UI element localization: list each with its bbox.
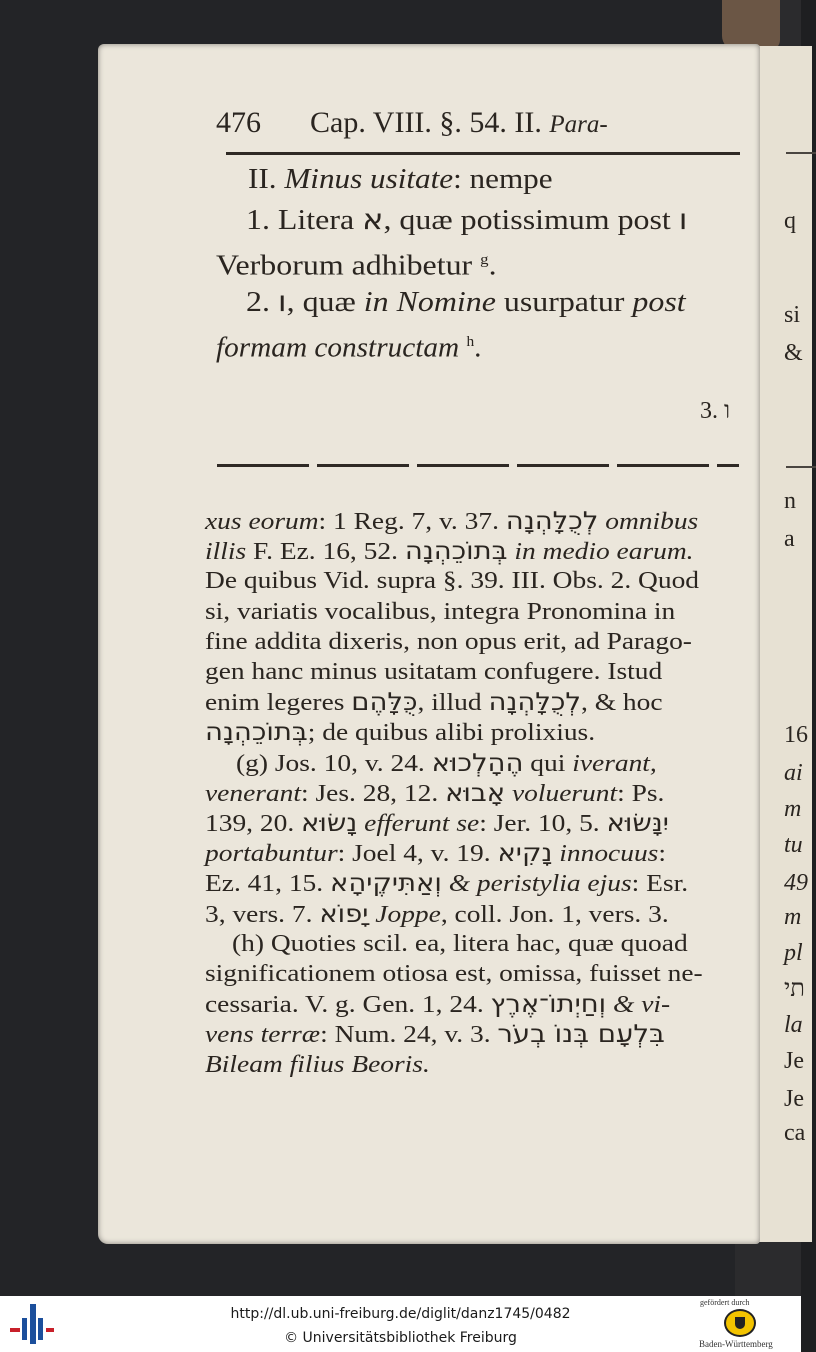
text-run: De quibus Vid. supra §. 39. III. Obs. 2. Quod	[205, 567, 700, 595]
main-text-line	[248, 160, 553, 200]
text-run: 1. Litera	[246, 205, 363, 236]
text-run: : Ps.	[617, 779, 665, 807]
footnote-line	[205, 778, 664, 809]
text-run: omnibus	[605, 508, 699, 535]
footnote-separator	[217, 464, 739, 467]
next-page-fragment: 49	[784, 870, 808, 896]
next-page-edge	[752, 46, 812, 1242]
hebrew-word: וְאַתִּיקֶיהָא	[329, 868, 442, 898]
text-run: post	[632, 287, 686, 318]
text-run: Minus usitate	[284, 164, 454, 195]
next-page-fragment: &	[784, 340, 803, 366]
next-page-fragment: n	[784, 488, 796, 514]
footnote-line	[205, 959, 703, 989]
footnote-line	[205, 1050, 430, 1080]
footnote-line	[205, 1019, 665, 1050]
text-run: qui	[523, 749, 573, 777]
text-run: Ez. 41, 15.	[205, 870, 330, 898]
main-text-line	[246, 200, 687, 241]
text-run: .	[488, 250, 497, 282]
text-run: fine addita dixeris, non opus erit, ad Parago-	[205, 627, 692, 655]
hebrew-word: אָבוּא	[445, 777, 506, 807]
text-run: : 1 Reg. 7, v. 37.	[318, 508, 506, 535]
text-run: 2.	[246, 287, 278, 318]
text-run: : Num. 24, v. 3.	[320, 1021, 498, 1049]
footnote-line	[205, 838, 666, 869]
next-page-rule	[786, 466, 816, 468]
footnote-line	[205, 536, 694, 567]
text-run: (g) Jos. 10, v. 24.	[236, 749, 432, 777]
text-run: : Jer. 10, 5.	[479, 810, 607, 837]
footnote-line	[205, 597, 675, 627]
text-run: venerant	[205, 779, 302, 807]
text-run: Bileam filius Beoris.	[205, 1050, 430, 1078]
next-page-fragment: a	[784, 526, 795, 552]
text-run: :	[658, 840, 666, 868]
text-run: iverant,	[572, 749, 657, 777]
baden-wuerttemberg-seal-icon	[724, 1309, 756, 1337]
text-run: enim legeres	[205, 689, 352, 717]
running-header	[216, 106, 608, 140]
hebrew-word: נָקִיא	[497, 838, 553, 868]
text-run: cessaria. V. g. Gen. 1, 24.	[205, 991, 491, 1019]
next-page-fragment: m	[784, 904, 802, 930]
hebrew-word: בְּתוֹכֵהְנָה	[404, 536, 508, 566]
main-text-line	[216, 240, 497, 287]
text-run: Joppe	[375, 900, 441, 928]
text-run: & peristylia ejus	[448, 870, 632, 898]
main-text-line	[216, 322, 481, 369]
footnote-line	[205, 657, 662, 687]
funder-name: Baden-Württemberg	[699, 1339, 773, 1349]
text-run: , & hoc	[581, 689, 663, 717]
footnote-line	[205, 808, 669, 839]
hebrew-word: בְּתוֹכֵהְנָה	[205, 717, 308, 747]
hebrew-word: נָשׂוּא	[301, 808, 358, 837]
running-title: Cap. VIII. §. 54. II.	[310, 106, 542, 139]
footer-copyright: © Universitätsbibliothek Freiburg	[284, 1330, 517, 1346]
hebrew-word: יִנָּשׂוּא	[606, 808, 669, 837]
footnote-line	[205, 989, 670, 1020]
header-rule	[226, 152, 740, 155]
next-page-fragment: Je	[784, 1048, 804, 1074]
text-run: .	[474, 332, 482, 364]
next-page-fragment: m	[784, 796, 802, 822]
footnote-line	[236, 748, 657, 779]
text-run: si, variatis vocalibus, integra Pronomina in	[205, 597, 676, 625]
hebrew-word: וְחַיְתוֹ־אֶרֶץ	[490, 989, 607, 1019]
footnote-line	[205, 506, 698, 537]
footnote-line	[205, 687, 663, 718]
hebrew-word: בִּלְעָם בְּנוֹ בְעֹר	[497, 1019, 665, 1049]
funding-caption: gefördert durch	[700, 1298, 750, 1307]
next-page-fragment: 16	[784, 722, 808, 748]
text-run: : Esr.	[631, 870, 689, 898]
text-run: h	[466, 334, 475, 350]
text-run: innocuus	[559, 840, 659, 868]
page-catchword: 3. ו	[700, 398, 731, 424]
next-page-fragment: Je	[784, 1086, 804, 1112]
hebrew-word: כֻּלָּהֶם	[351, 687, 418, 717]
text-run: (h) Quoties scil. ea, litera hac, quæ quoad	[232, 929, 688, 957]
text-run: ; de quibus alibi prolixius.	[307, 719, 596, 747]
next-page-fragment: si	[784, 302, 801, 328]
next-page-fragment: ca	[784, 1120, 806, 1146]
hebrew-word: לְכֻלָּהְנָה	[505, 506, 599, 535]
text-run: Verborum adhibetur	[216, 250, 481, 282]
text-run: formam constructam	[216, 332, 460, 364]
text-run: F. Ez. 16, 52.	[246, 538, 405, 566]
footnote-line	[205, 868, 688, 899]
next-page-fragment: la	[784, 1012, 803, 1038]
text-run: & vi-	[613, 991, 671, 1019]
book-clasp	[722, 0, 780, 50]
text-run: significationem otiosa est, omissa, fuisset ne-	[205, 960, 703, 987]
next-page-fragment: תי	[784, 976, 805, 1002]
text-run: in medio earum.	[514, 538, 694, 566]
footnote-line	[205, 627, 692, 657]
hebrew-word: הֶהָלְכוּא	[431, 747, 524, 777]
main-text-line	[246, 282, 686, 323]
hebrew-word: ו	[277, 285, 287, 318]
page-number: 476	[216, 106, 261, 139]
footnote-line	[205, 717, 595, 748]
text-run: illis	[205, 538, 247, 566]
text-run	[442, 870, 449, 897]
next-page-rule	[786, 152, 816, 154]
hebrew-word: א	[362, 203, 384, 236]
text-run: usurpatur	[495, 287, 633, 318]
next-page-fragment: ai	[784, 760, 803, 786]
footer-url[interactable]: http://dl.ub.uni-freiburg.de/diglit/danz1745/0482	[230, 1306, 571, 1322]
next-page-fragment: q	[784, 208, 796, 234]
text-run: portabuntur	[205, 840, 338, 868]
footnote-line	[205, 899, 669, 930]
footnote-line	[205, 566, 699, 596]
text-run: efferunt se	[364, 810, 480, 837]
text-run: , quæ potissimum post	[383, 205, 679, 236]
text-run: 139, 20.	[205, 810, 302, 837]
hebrew-word: לְכֻלָּהְנָה	[488, 687, 582, 717]
text-run: , illud	[417, 689, 489, 717]
text-run: , coll. Jon. 1, vers. 3.	[440, 900, 669, 928]
text-run: : Jes. 28, 12.	[301, 779, 446, 807]
footnote-line	[232, 929, 688, 959]
text-run: : nempe	[453, 164, 553, 195]
next-page-fragment: tu	[784, 832, 803, 858]
text-run: , quæ	[286, 287, 364, 318]
text-run: xus eorum	[205, 508, 319, 535]
next-page-fragment: pl	[784, 940, 803, 966]
text-run: g	[480, 252, 489, 268]
text-run	[459, 333, 466, 364]
text-run: : Joel 4, v. 19.	[337, 840, 498, 868]
text-run: vens terræ	[205, 1021, 321, 1049]
header-catchword: Para-	[549, 111, 608, 138]
hebrew-word: ו	[678, 203, 688, 236]
text-run: 3, vers. 7.	[205, 900, 320, 928]
text-run: voluerunt	[511, 779, 618, 807]
text-run: in Nomine	[363, 287, 496, 318]
text-run: gen hanc minus usitatam confugere. Istud	[205, 658, 663, 685]
hebrew-word: יָפוֹא	[319, 898, 369, 928]
text-run: II.	[248, 164, 285, 195]
